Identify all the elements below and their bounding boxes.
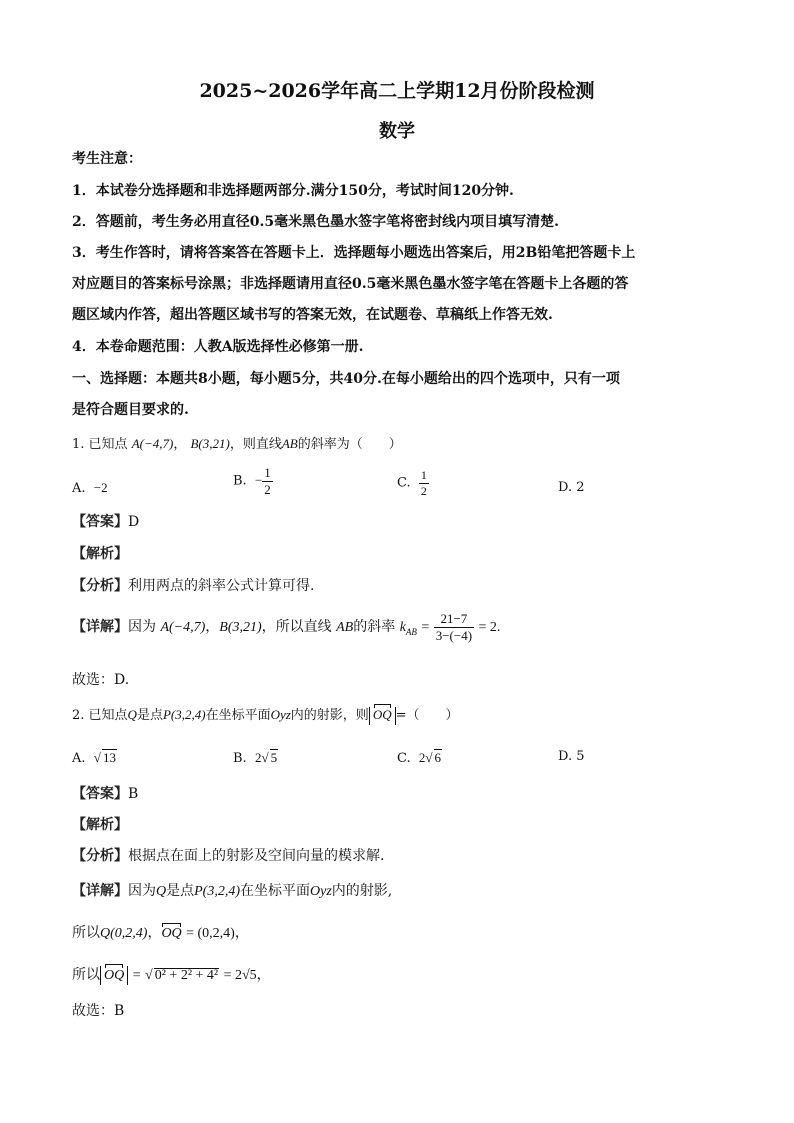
fenxi-tag: 【分析】 [72,848,128,864]
question-number: 1. 已知点 [72,437,128,452]
option-c [397,469,429,497]
line-ab: AB [281,436,298,451]
fenxi-text: 根据点在面上的射影及空间向量的模求解. [128,848,385,864]
point-p: P(3,2,4) [194,884,241,899]
point-a: A(−4,7) [160,620,206,636]
numerator: 1 [264,465,271,480]
point-b: B(3,21) [219,620,262,636]
choose-line: 故选：D. [72,672,130,688]
stem-text: 是点 [136,708,163,723]
coefficient: 2 [418,750,426,765]
answer-value: D [128,514,140,530]
sqrt-symbol: √ [425,750,433,765]
option-label: C. [397,751,411,766]
sqrt-symbol: √ [261,750,269,765]
radicand: 6 [434,750,442,765]
fenxi-line [72,849,384,863]
detail-text: ，所以直线 [261,619,332,636]
choose-line: 故选：B [72,1003,125,1019]
option-a [72,749,117,766]
derivation-text: 所以 [72,967,100,983]
fraction [419,469,429,497]
plane-oyz: Oyz [270,707,291,722]
notice-item: 题区域内作答，超出答题区域书写的答案无效，在试题卷、草稿纸上作答无效. [72,307,553,323]
detail-text: 在坐标平面 [240,883,311,899]
answer-value: B [128,786,139,802]
option-c [397,749,442,766]
numerator: 21−7 [434,612,474,628]
derivation-text: 所以 [72,925,100,941]
section-heading-cont: 是符合题目要求的. [72,402,189,418]
separator: ， [256,967,271,983]
question-1-stem [72,437,402,451]
line-ab: AB [336,620,354,636]
denominator: 2 [420,483,427,498]
stem-text: 的斜率为（ ） [297,437,402,452]
detail-tag: 【详解】 [72,619,128,636]
fraction [262,466,273,496]
equals-sign: = [132,968,141,983]
separator: ， [205,619,220,636]
vector-oq: OQ [161,926,182,941]
detail-text: 内的射影, [331,883,393,899]
derivation-line-2 [72,966,271,985]
plane-oyz: Oyz [310,884,332,899]
denominator: 2 [264,481,271,497]
denominator: 3−(−4) [435,627,473,643]
detail-text: 因为 [128,883,156,899]
notice-item: 对应题目的答案标号涂黑；非选择题请用直径0.5毫米黑色墨水签字笔在答题卡上各题的答 [72,276,629,292]
option-a [72,480,108,496]
slope-fraction [434,612,474,642]
vector-value: = (0,2,4) [186,926,235,941]
detail-line [72,884,392,899]
notice-item: 4．本卷命题范围：人教A版选择性必修第一册. [72,339,364,355]
fenxi-tag: 【分析】 [72,578,128,594]
sqrt-symbol: √ [145,968,153,983]
analysis-tag: 【解析】 [72,817,128,833]
result: = 2. [478,620,501,636]
numerator: 1 [420,468,427,482]
option-label: B. [233,473,247,489]
result: = 2√5 [223,968,257,983]
detail-text: 因为 [128,619,156,636]
question-2-stem [72,707,459,725]
option-b [233,466,273,496]
point-q: Q [156,884,167,899]
slope-symbol: k [399,620,406,636]
answer-line [72,515,139,529]
option-label: A. [72,751,86,766]
notice-item: 3．考生作答时，请将答案答在答题卡上．选择题每小题选出答案后，用2B铅笔把答题卡上 [72,245,636,261]
vector-magnitude [100,966,128,985]
vector-oq: OQ [372,707,392,722]
detail-text: 的斜率 [353,619,396,636]
slope-subscript: AB [405,626,417,637]
fenxi-line [72,579,314,593]
stem-text: 在坐标平面 [205,708,271,723]
question-number: 2. 已知点 [72,708,128,723]
stem-text: 内的射影，则 [290,708,369,723]
detail-line [72,612,500,642]
option-value: −2 [93,480,108,495]
vector-oq: OQ [104,968,125,983]
equals-sign: = [421,620,430,636]
detail-text: 是点 [166,883,195,899]
radicand: 13 [102,750,116,765]
radicand: 0² + 2² + 4² [154,968,219,983]
separator: ， [147,925,162,941]
fenxi-text: 利用两点的斜率公式计算可得. [128,578,315,594]
option-d: D. 5 [558,749,585,764]
sqrt-symbol: √ [93,750,101,765]
vector-magnitude [369,707,396,725]
detail-tag: 【详解】 [72,883,128,899]
option-d: D. 2 [558,480,585,495]
option-label: B. [233,751,247,766]
point-q-coords: Q(0,2,4) [100,926,148,941]
notice-heading: 考生注意： [72,151,142,167]
separator: ， [234,925,249,941]
point-q: Q [127,707,137,722]
minus-sign: − [254,472,263,488]
analysis-tag: 【解析】 [72,546,128,562]
coefficient: 2 [254,750,262,765]
radicand: 5 [270,750,278,765]
stem-text: ，则直线 [229,437,282,452]
separator: ， [173,437,187,452]
option-b [233,749,278,766]
answer-tag: 【答案】 [72,786,128,802]
subject-title: 数学 [379,121,415,142]
notice-item: 2．答题前，考生务必用直径0.5毫米黑色墨水签字笔将密封线内项目填写清楚. [72,214,559,230]
answer-line [72,787,138,801]
point-p: P(3,2,4) [162,707,206,722]
point-a: A(−4,7) [131,436,174,451]
derivation-line-1 [72,926,249,941]
section-heading: 一、选择题：本题共8小题，每小题5分，共40分.在每小题给出的四个选项中，只有一项 [72,371,620,387]
point-b: B(3,21) [190,436,230,451]
answer-tag: 【答案】 [72,514,128,530]
stem-text: =（ ） [395,708,459,723]
option-label: C. [397,475,411,491]
option-label: A. [72,481,86,496]
exam-title: 2025~2026学年高二上学期12月份阶段检测 [199,80,595,102]
notice-item: 1．本试卷分选择题和非选择题两部分.满分150分，考试时间120分钟. [72,183,514,199]
